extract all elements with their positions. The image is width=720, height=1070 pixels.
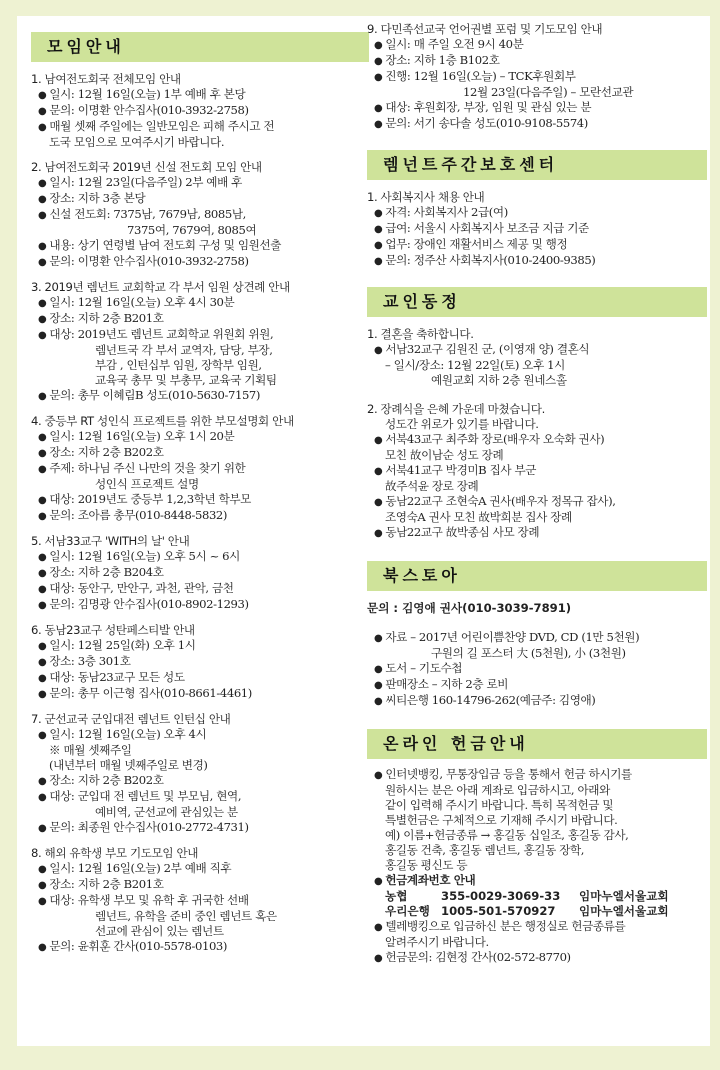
continuation-line: 조영숙A 권사 모친 故박희분 집사 장례: [385, 510, 572, 524]
bullet-line: ● 일시: 12월 25일(화) 오후 1시: [31, 638, 369, 654]
bullet-line: ● 대상: 동남23교구 모든 성도: [31, 670, 369, 686]
continuation-line: 부감 , 인턴십부 임원, 장학부 임원,: [95, 358, 262, 372]
bullet-line: ● 일시: 12월 16일(오늘) 1부 예배 후 본당: [31, 87, 369, 103]
bullet-line: ● 내용: 상기 연령별 남여 전도회 구성 및 임원선출: [31, 238, 369, 254]
bullet-line: ● 장소: 지하 3층 본당: [31, 191, 369, 207]
continuation-line: 렘넌트, 유학을 준비 중인 렘넌트 혹은: [95, 909, 277, 923]
continuation-line: 선교에 관심이 있는 렘넌트: [95, 924, 224, 938]
bullet-line: ● 급여: 서울시 사회복지사 보조금 지급 기준: [367, 221, 707, 237]
notice-item: [31, 712, 369, 836]
section-header-online: 온라인 헌금안내: [367, 729, 707, 759]
bullet-line: ● 일시: 12월 16일(오늘) 오후 4시: [31, 727, 369, 743]
bullet-line: ● 일시: 12월 16일(오늘) 오후 1시 20분: [31, 429, 369, 445]
bullet-line: ● 도서 – 기도수첩: [367, 661, 707, 677]
online-lines: [367, 767, 707, 873]
bullet-line: ● 대상: 후원회장, 부장, 임원 및 관심 있는 분: [367, 100, 707, 116]
notice-title: 8. 해외 유학생 부모 기도모임 안내: [31, 846, 199, 860]
account-number: 355-0029-3069-33: [441, 889, 561, 903]
bullet-line: ● 일시: 12월 23일(다음주일) 2부 예배 후: [31, 175, 369, 191]
bullet-line: ● 일시: 12월 16일(오늘) 오후 4시 30분: [31, 295, 369, 311]
welfare-list: [367, 190, 707, 269]
continuation-line: 원하시는 분은 아래 계좌로 입금하시고, 아래와: [385, 783, 610, 797]
section-header-church-news: 교인동정: [367, 287, 707, 317]
continuation-line: 같이 입력해 주시기 바랍니다. 특히 목적헌금 및: [385, 798, 614, 812]
bullet-line: ● 서북43교구 최주화 장로(배우자 오숙화 권사): [367, 432, 707, 448]
notice-item: [31, 160, 369, 270]
continuation-line: 성도간 위로가 있기를 바랍니다.: [385, 417, 539, 431]
notice-item: [31, 846, 369, 955]
continuation-line: 예) 이름+헌금종류 → 홍길동 십일조, 홍길동 감사,: [385, 828, 629, 842]
bullet-line: ● 대상: 2019년도 중등부 1,2,3학년 학부모: [31, 492, 369, 508]
bullet-line: ● 서남32교구 김원진 군, (이영재 양) 결혼식: [367, 342, 707, 358]
bulletin-page: [17, 16, 710, 1046]
bullet-line: ● 일시: 12월 16일(오늘) 오후 5시 ~ 6시: [31, 549, 369, 565]
bullet-line: ● 자격: 사회복지사 2급(여): [367, 205, 707, 221]
continuation-line: ※ 매월 셋째주일: [49, 743, 132, 757]
continuation-line: 7375여, 7679여, 8085여: [127, 223, 257, 237]
section-header-welfare: 렘넌트주간보호센터: [367, 150, 707, 180]
bullet-line: ● 장소: 3층 301호: [31, 654, 369, 670]
section-header-bookstore: 북스토아: [367, 561, 707, 591]
continuation-line: 故주석윤 장로 장례: [385, 479, 479, 493]
notice-item: [31, 72, 369, 150]
continuation-line: 12월 23일(다음주일) – 모란선교관: [463, 85, 634, 99]
bullet-line: ● 텔레뱅킹으로 입금하신 분은 행정실로 헌금종류를: [367, 919, 707, 935]
bullet-line: ● 판매장소 – 지하 2층 로비: [367, 677, 707, 693]
online-block: [367, 767, 707, 966]
bullet-line: ● 문의: 조아름 총무(010-8448-5832): [31, 508, 369, 524]
section-header-meeting: 모임안내: [31, 32, 369, 62]
notice-title: 7. 군선교국 군입대전 렘넌트 인턴십 안내: [31, 712, 231, 726]
bullet-line: ● 대상: 동안구, 만안구, 과천, 관악, 금천: [31, 581, 369, 597]
bullet-line: ● 대상: 2019년도 렘넌트 교회학교 위원회 위원,: [31, 327, 369, 343]
bullet-line: ● 문의: 정주산 사회복지사(010-2400-9385): [367, 253, 707, 269]
bullet-line: ● 문의: 윤휘훈 간사(010-5578-0103): [31, 939, 369, 955]
bullet-line: ● 장소: 지하 1층 B102호: [367, 53, 707, 69]
bullet-line: ● 문의: 이명환 안수집사(010-3932-2758): [31, 103, 369, 119]
continuation-line: 예원교회 지하 2층 원네스홀: [431, 373, 567, 387]
continuation-line: 성인식 프로젝트 설명: [95, 477, 199, 491]
continuation-line: 구원의 길 포스터 大 (5천원), 小 (3천원): [431, 646, 626, 660]
continuation-line: 예비역, 군선교에 관심있는 분: [95, 805, 238, 819]
continuation-line: 모친 故이남순 성도 장례: [385, 448, 504, 462]
notice-title: 2. 남여전도회국 2019년 신설 전도회 모임 안내: [31, 160, 262, 174]
bullet-line: ● 일시: 매 주일 오전 9시 40분: [367, 37, 707, 53]
notice-item: [367, 22, 707, 132]
notice-title: 5. 서남33교구 'WITH의 날' 안내: [31, 534, 190, 548]
continuation-line: 렘넌트국 각 부서 교역자, 담당, 부장,: [95, 343, 273, 357]
account-bank: 우리은행: [385, 904, 430, 918]
bullet-line: ● 서북41교구 박경미B 집사 부군: [367, 463, 707, 479]
bookstore-block: [367, 601, 707, 709]
bullet-line: ● 장소: 지하 2층 B202호: [31, 773, 369, 789]
bullet-line: ● 문의: 김명광 안수집사(010-8902-1293): [31, 597, 369, 613]
bullet-line: ● 일시: 12월 16일(오늘) 2부 예배 직후: [31, 861, 369, 877]
bullet-line: ● 장소: 지하 2층 B204호: [31, 565, 369, 581]
notice-item: [367, 327, 707, 388]
bullet-line: ● 장소: 지하 2층 B201호: [31, 877, 369, 893]
bullet-line: ● 문의: 총무 이혜림B 성도(010-5630-7157): [31, 388, 369, 404]
account-holder: 임마누엘서울교회: [579, 889, 669, 903]
notice-title: 9. 다민족선교국 언어권별 포럼 및 기도모임 안내: [367, 22, 603, 36]
bullet-line: ● 문의: 서기 송다솔 성도(010-9108-5574): [367, 116, 707, 132]
bullet-line: ● 매월 셋째 주일에는 일반모임은 피해 주시고 전: [31, 119, 369, 135]
notice-title: 1. 사회복지사 채용 안내: [367, 190, 485, 204]
bullet-line: ● 인터넷뱅킹, 무통장입금 등을 통해서 헌금 하시기를: [367, 767, 707, 783]
bullet-line: ● 대상: 군입대 전 렘넌트 및 부모님, 현역,: [31, 789, 369, 805]
left-column: [31, 32, 369, 955]
bullet-line: ● 자료 – 2017년 어린이쁨찬양 DVD, CD (1만 5천원): [367, 630, 707, 646]
notice-title: 6. 동남23교구 성탄페스티발 안내: [31, 623, 195, 637]
bullet-line: ● 장소: 지하 2층 B202호: [31, 445, 369, 461]
notice-title: 1. 남여전도회국 전체모임 안내: [31, 72, 181, 86]
online-tail: [367, 919, 707, 966]
notice-item: [31, 623, 369, 702]
bullet-line: ● 헌금문의: 김현정 간사(02-572-8770): [367, 950, 707, 966]
bullet-line: ● 문의: 이명환 안수집사(010-3932-2758): [31, 254, 369, 270]
bullet-line: ● 동남22교구 故박종심 사모 장례: [367, 525, 707, 541]
meeting-list: [31, 72, 369, 955]
bookstore-contact: 문의 : 김영애 권사(010-3039-7891): [367, 601, 572, 615]
right-column: [367, 22, 707, 966]
continuation-line: 알려주시기 바랍니다.: [385, 935, 489, 949]
account-title: ● 헌금계좌번호 안내: [367, 873, 707, 889]
continuation-line: 특별헌금은 구체적으로 기재해 주시기 바랍니다.: [385, 813, 618, 827]
bullet-line: ● 동남22교구 조현숙A 권사(배우자 정목규 잡사),: [367, 494, 707, 510]
bookstore-lines: [367, 630, 707, 709]
account-number: 1005-501-570927: [441, 904, 556, 918]
continuation-line: (내년부터 매월 넷째주일로 변경): [49, 758, 208, 772]
account-bank: 농협: [385, 889, 408, 903]
bullet-line: ● 주제: 하나님 주신 나만의 것을 찾기 위한: [31, 461, 369, 477]
notice-item: [31, 414, 369, 524]
bullet-line: ● 진행: 12월 16일(오늘) – TCK후원회부: [367, 69, 707, 85]
bullet-line: ● 문의: 총무 이근형 집사(010-8661-4461): [31, 686, 369, 702]
continuation-line: – 일시/장소: 12월 22일(토) 오후 1시: [385, 358, 565, 372]
notice-item: [31, 280, 369, 404]
continuation-line: 교육국 총무 및 부총무, 교육국 기획팀: [95, 373, 277, 387]
notice-item: [367, 190, 707, 269]
notice-title: 2. 장례식을 은혜 가운데 마쳤습니다.: [367, 402, 545, 416]
account-row: [367, 904, 707, 919]
notice-title: 3. 2019년 렘넌트 교회학교 각 부서 임원 상견례 안내: [31, 280, 290, 294]
bullet-line: ● 문의: 최종원 안수집사(010-2772-4731): [31, 820, 369, 836]
notice-item: [31, 534, 369, 613]
bullet-line: ● 업무: 장애인 재활서비스 제공 및 행정: [367, 237, 707, 253]
account-row: [367, 889, 707, 904]
continuation-line: 홍길동 평신도 등: [385, 858, 468, 872]
bullet-line: ● 대상: 유학생 부모 및 유학 후 귀국한 선배: [31, 893, 369, 909]
continuation-line: 도국 모임으로 모여주시기 바랍니다.: [49, 135, 225, 149]
notice-title: 1. 결혼을 축하합니다.: [367, 327, 474, 341]
account-list: [367, 889, 707, 919]
meeting-item-9: [367, 22, 707, 132]
notice-title: 4. 중등부 RT 성인식 프로젝트를 위한 부모설명회 안내: [31, 414, 294, 428]
notice-item: [367, 402, 707, 541]
bullet-line: ● 씨티은행 160-14796-262(예금주: 김영애): [367, 693, 707, 709]
bullet-line: ● 신설 전도회: 7375남, 7679남, 8085남,: [31, 207, 369, 223]
bullet-line: ● 장소: 지하 2층 B201호: [31, 311, 369, 327]
account-holder: 임마누엘서울교회: [579, 904, 669, 918]
continuation-line: 홍길동 건축, 홍길동 렘넌트, 홍길동 장학,: [385, 843, 585, 857]
church-news-list: [367, 327, 707, 541]
